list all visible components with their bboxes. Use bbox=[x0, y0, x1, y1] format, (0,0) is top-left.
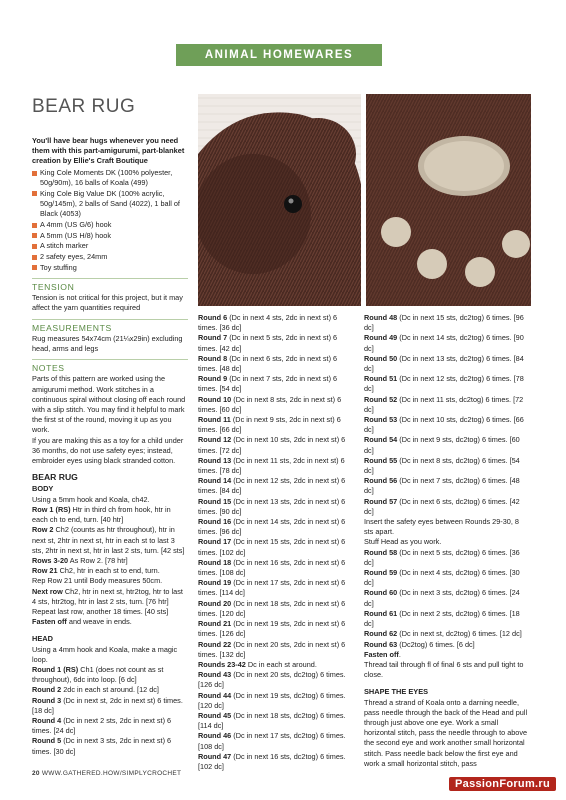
pattern-heading: BEAR RUG bbox=[32, 472, 78, 483]
instruction-text: (Dc in next 14 sts, dc2tog) 6 times. [90 dc] bbox=[364, 333, 524, 353]
instruction-line bbox=[32, 556, 188, 566]
instruction-label: Round 22 bbox=[198, 639, 232, 649]
instruction-line bbox=[364, 568, 528, 588]
instruction-text: (Dc in next 12 sts, dc2tog) 6 times. [78 dc] bbox=[364, 374, 524, 394]
column-1 bbox=[32, 118, 188, 757]
instruction-text: Ch1 (does not count as st throughout), 6dc into loop. [6 dc] bbox=[32, 664, 164, 685]
instruction-line bbox=[198, 456, 356, 476]
instruction-line bbox=[32, 716, 188, 736]
head-heading: HEAD bbox=[32, 634, 53, 644]
material-item: 2 safety eyes, 24mm bbox=[32, 252, 188, 262]
instruction-label: Round 5 bbox=[32, 736, 62, 746]
instruction-label: Round 56 bbox=[364, 476, 398, 486]
instruction-text: Rep Row 21 until Body measures 50cm. bbox=[32, 576, 163, 586]
instruction-text: (Dc in next 15 sts, 2dc in next st) 6 times. [102 dc] bbox=[198, 537, 346, 557]
instruction-text: (Dc in next 14 sts, 2dc in next st) 6 times. [96 dc] bbox=[198, 517, 346, 537]
instruction-text: (Dc in next 17 sts, 2dc in next st) 6 times. [114 dc] bbox=[198, 578, 346, 598]
measurements-text: Rug measures 54x74cm (21¼x29in) excluding head, arms and legs bbox=[32, 333, 183, 354]
material-item: A 5mm (US H/8) hook bbox=[32, 231, 188, 241]
instruction-text: Htr in third ch from hook, htr in each ch to end, turn. [40 htr] bbox=[32, 504, 171, 525]
column-2 bbox=[198, 313, 356, 772]
instruction-text: (Dc in next st, 2dc in next st) 6 times. [18 dc] bbox=[32, 695, 183, 715]
instruction-line bbox=[364, 537, 528, 547]
instruction-line bbox=[198, 640, 356, 660]
instruction-text: (Dc in next 9 sts, 2dc in next st) 6 times. [66 dc] bbox=[198, 415, 341, 435]
instruction-label: Round 50 bbox=[364, 353, 398, 363]
instruction-text: and weave in ends. bbox=[66, 617, 132, 627]
instruction-text: (Dc in next 16 sts, dc2tog) 6 times. [102 dc] bbox=[198, 751, 346, 771]
instruction-label: Round 18 bbox=[198, 557, 232, 567]
instruction-text: (Dc in next 9 sts, dc2tog) 6 times. [60 dc] bbox=[364, 435, 520, 455]
instruction-line bbox=[32, 505, 188, 525]
instruction-label: Round 6 bbox=[198, 313, 228, 322]
instruction-label: Round 53 bbox=[364, 415, 398, 425]
instruction-label: Round 16 bbox=[198, 517, 232, 527]
instruction-line bbox=[198, 731, 356, 751]
instruction-line bbox=[364, 456, 528, 476]
instruction-label: Fasten off bbox=[32, 617, 67, 627]
material-item: A 4mm (US G/6) hook bbox=[32, 220, 188, 230]
instruction-line bbox=[198, 752, 356, 772]
instruction-label: Round 14 bbox=[198, 476, 232, 486]
instruction-label: Round 17 bbox=[198, 537, 232, 547]
photos bbox=[198, 94, 531, 306]
instruction-text: (Dc in next 10 sts, 2dc in next st) 6 times. [72 dc] bbox=[198, 435, 346, 455]
instruction-text: (Dc in next 10 sts, dc2tog) 6 times. [66 dc] bbox=[364, 415, 524, 435]
instruction-text: (Dc in next 7 sts, dc2tog) 6 times. [48 dc] bbox=[364, 476, 520, 496]
instruction-label: Round 7 bbox=[198, 333, 228, 343]
instruction-text: (Dc in next 20 sts, dc2tog) 6 times. [126 dc] bbox=[198, 670, 346, 690]
instruction-label: Round 61 bbox=[364, 608, 398, 618]
instruction-line bbox=[198, 354, 356, 374]
instruction-text: (Dc in next 18 sts, 2dc in next st) 6 times. [120 dc] bbox=[198, 598, 346, 618]
notes-heading: NOTES bbox=[32, 363, 65, 374]
instruction-label: Round 1 (RS) bbox=[32, 664, 79, 674]
instruction-label: Row 21 bbox=[32, 566, 58, 576]
instruction-text: Ch2, htr in each st to end, turn. bbox=[57, 566, 160, 576]
instruction-label: Round 46 bbox=[198, 731, 232, 741]
eyes-heading: SHAPE THE EYES bbox=[364, 687, 429, 697]
instruction-text: (Dc in next 8 sts, dc2tog) 6 times. [54 dc] bbox=[364, 455, 520, 476]
head-instructions-end bbox=[364, 313, 528, 680]
instruction-text: (Dc in next 19 sts, dc2tog) 6 times. [120 dc] bbox=[198, 690, 346, 710]
instruction-line bbox=[32, 685, 188, 695]
pattern-title: BEAR RUG bbox=[32, 96, 136, 117]
instruction-text: (Dc in next 15 sts, dc2tog) 6 times. [96 dc] bbox=[364, 313, 524, 333]
instruction-line bbox=[364, 333, 528, 353]
instruction-text: Dc in each st around. bbox=[245, 659, 317, 669]
collection-banner: ANIMAL HOMEWARES COLLECTION bbox=[176, 44, 382, 66]
eyes-text: Thread a strand of Koala onto a darning needle, pass needle through the back of the Head and pull through just above one eye. Work a small horizontal stitch, pass the needle through to above the second eye and work another small horizontal stitch. Pass needle back below the first eye and work a small horizontal stitch, pass bbox=[364, 697, 528, 768]
instruction-text: (Dc in next 2 sts, 2dc in next st) 6 times. [24 dc] bbox=[32, 715, 172, 736]
instruction-line bbox=[32, 495, 188, 505]
instruction-line bbox=[32, 607, 188, 617]
tension-text: Tension is not critical for this project, but it may affect the yarn quantities required bbox=[32, 293, 183, 313]
instruction-line bbox=[198, 660, 356, 670]
bear-paw-photo bbox=[366, 94, 531, 306]
instruction-line bbox=[364, 476, 528, 496]
instruction-text: (Dc in next 17 sts, dc2tog) 6 times. [108 dc] bbox=[198, 731, 346, 751]
instruction-text: (Dc in next 3 sts, 2dc in next st) 6 times. [30 dc] bbox=[32, 736, 172, 756]
instruction-line bbox=[364, 650, 528, 660]
instruction-text: Ch2 (counts as htr throughout), htr in next st, 2htr in next st, htr in each st to last 3 sts, 2htr in next st, htr in last 2 sts, turn. [42 sts] bbox=[32, 525, 185, 555]
instruction-label: Round 43 bbox=[198, 670, 232, 680]
instruction-label: Round 57 bbox=[364, 496, 398, 506]
instruction-label: Row 2 bbox=[32, 525, 54, 535]
instruction-label: Round 19 bbox=[198, 578, 232, 588]
instruction-label: Round 55 bbox=[364, 455, 398, 465]
instruction-text: (Dc in next 19 sts, 2dc in next st) 6 times. [126 dc] bbox=[198, 619, 346, 639]
notes-paragraph: If you are making this as a toy for a child under 36 months, do not use safety eyes; instead, embroider eyes using black stranded cotton. bbox=[32, 435, 184, 466]
instruction-line bbox=[364, 374, 528, 394]
instruction-label: Round 11 bbox=[198, 415, 231, 425]
instruction-text: Using a 4mm hook and Koala, make a magic loop. bbox=[32, 644, 178, 664]
measurements-heading: MEASUREMENTS bbox=[32, 322, 112, 333]
instruction-line bbox=[198, 558, 356, 578]
instruction-line bbox=[198, 517, 356, 537]
instruction-label: Round 59 bbox=[364, 568, 398, 578]
instruction-label: Round 13 bbox=[198, 455, 232, 465]
instruction-label: Round 47 bbox=[198, 751, 232, 761]
instruction-line bbox=[198, 578, 356, 598]
column-3 bbox=[364, 313, 528, 769]
instruction-line bbox=[198, 691, 356, 711]
instruction-text: (Dc in next 4 sts, dc2tog) 6 times. [30 dc] bbox=[364, 568, 520, 588]
instruction-line bbox=[198, 395, 356, 415]
instruction-label: Round 60 bbox=[364, 588, 398, 598]
instruction-text: (Dc in next 20 sts, 2dc in next st) 6 times. [132 dc] bbox=[198, 639, 346, 659]
instruction-line bbox=[32, 617, 188, 627]
instruction-label: Round 44 bbox=[198, 690, 232, 700]
instruction-label: Round 2 bbox=[32, 685, 62, 695]
body-instructions bbox=[32, 495, 188, 628]
instruction-label: Round 9 bbox=[198, 374, 228, 384]
instruction-text: (Dc in next 18 sts, dc2tog) 6 times. [114 dc] bbox=[198, 710, 346, 731]
page-number: 20 bbox=[32, 770, 40, 777]
instruction-text: (Dc in next 6 sts, dc2tog) 6 times. [42 dc] bbox=[364, 496, 520, 516]
instruction-text: (Dc in next 11 sts, 2dc in next st) 6 times. [78 dc] bbox=[198, 455, 345, 476]
watermark: PassionForum.ru bbox=[449, 777, 556, 791]
instruction-text: (Dc in next 6 sts, 2dc in next st) 6 times. [48 dc] bbox=[198, 353, 338, 374]
instruction-text: (Dc in next 3 sts, dc2tog) 6 times. [24 dc] bbox=[364, 588, 520, 608]
body-heading: BODY bbox=[32, 484, 54, 494]
instruction-label: Round 3 bbox=[32, 695, 62, 705]
instruction-line bbox=[198, 313, 356, 333]
instruction-text: (Dc in next 7 sts, 2dc in next st) 6 times. [54 dc] bbox=[198, 374, 338, 394]
material-item: King Cole Big Value DK (100% acrylic, 50g/145m), 2 balls of Sand (4022), 1 ball of Black (4053) bbox=[32, 189, 188, 220]
instruction-line bbox=[364, 629, 528, 639]
instruction-line bbox=[364, 588, 528, 608]
notes-paragraph: Parts of this pattern are worked using the amigurumi method. Work stitches in a continuous spiral without closing off each round with a slip stitch. You may find it helpful to mark the first st of the round, moving it up as you work. bbox=[32, 374, 186, 435]
instruction-line bbox=[364, 415, 528, 435]
instruction-label: Round 4 bbox=[32, 715, 62, 725]
instruction-label: Next row bbox=[32, 586, 63, 596]
instruction-line bbox=[32, 665, 188, 685]
instruction-line bbox=[198, 497, 356, 517]
instruction-text: As Row 2. [78 htr] bbox=[68, 555, 128, 565]
instruction-line bbox=[198, 333, 356, 353]
instruction-label: Round 58 bbox=[364, 547, 398, 557]
instruction-label: Round 62 bbox=[364, 629, 398, 639]
instruction-label: Round 20 bbox=[198, 598, 232, 608]
instruction-label: Round 45 bbox=[198, 710, 232, 720]
instruction-label: Round 8 bbox=[198, 353, 228, 363]
bear-head-photo bbox=[198, 94, 361, 306]
page-footer bbox=[32, 770, 181, 777]
instruction-label: Round 63 bbox=[364, 639, 398, 649]
instruction-text: Ch2, htr in next st, htr2tog, htr to last 4 sts, htr2tog, htr in last 2 sts, turn. [76 htr] bbox=[32, 586, 183, 606]
instruction-label: Round 48 bbox=[364, 313, 398, 322]
instruction-text: . bbox=[398, 649, 401, 659]
instruction-line bbox=[364, 609, 528, 629]
instruction-text: (Dc in next 11 sts, dc2tog) 6 times. [72 dc] bbox=[364, 394, 524, 414]
instruction-label: Round 10 bbox=[198, 394, 232, 404]
material-item: Toy stuffing bbox=[32, 263, 188, 273]
instruction-line bbox=[364, 548, 528, 568]
divider bbox=[32, 359, 188, 360]
instruction-line bbox=[364, 435, 528, 455]
material-item: King Cole Moments DK (100% polyester, 50g/90m), 16 balls of Koala (499) bbox=[32, 168, 188, 188]
instruction-label: Rows 3-20 bbox=[32, 555, 69, 565]
instruction-line bbox=[198, 619, 356, 639]
instruction-label: Round 49 bbox=[364, 333, 398, 343]
instruction-text: (Dc in next 12 sts, 2dc in next st) 6 times. [84 dc] bbox=[198, 476, 346, 496]
intro-text: You'll have bear hugs whenever you need them with this part-amigurumi, part-blanket creation by Ellie's Craft Boutique bbox=[32, 136, 185, 165]
instruction-line bbox=[364, 354, 528, 374]
instruction-line bbox=[198, 374, 356, 394]
instruction-label: Round 52 bbox=[364, 394, 398, 404]
tension-heading: TENSION bbox=[32, 282, 75, 293]
instruction-line bbox=[364, 395, 528, 415]
instruction-text: (Dc2tog) 6 times. [6 dc] bbox=[397, 639, 475, 649]
instruction-text: Insert the safety eyes between Rounds 29-30, 8 sts apart. bbox=[364, 517, 519, 537]
instruction-line bbox=[32, 566, 188, 576]
instruction-line bbox=[364, 313, 528, 333]
head-instructions-cont bbox=[198, 313, 356, 772]
instruction-label: Round 54 bbox=[364, 435, 398, 445]
instruction-label: Rounds 23-42 bbox=[198, 659, 246, 669]
instruction-line bbox=[198, 435, 356, 455]
instruction-label: Fasten off bbox=[364, 649, 399, 659]
instruction-text: (Dc in next 5 sts, dc2tog) 6 times. [36 dc] bbox=[364, 547, 520, 567]
divider bbox=[32, 319, 188, 320]
instruction-line bbox=[198, 415, 356, 435]
instruction-line bbox=[198, 599, 356, 619]
instruction-line bbox=[32, 587, 188, 607]
instruction-line bbox=[364, 660, 528, 680]
instruction-text: (Dc in next 13 sts, dc2tog) 6 times. [84 dc] bbox=[364, 353, 524, 374]
instruction-text: (Dc in next st, dc2tog) 6 times. [12 dc] bbox=[397, 629, 522, 639]
instruction-line bbox=[32, 576, 188, 586]
instruction-line bbox=[198, 537, 356, 557]
instruction-label: Round 15 bbox=[198, 496, 232, 506]
instruction-text: (Dc in next 5 sts, 2dc in next st) 6 times. [42 dc] bbox=[198, 333, 338, 353]
instruction-text: (Dc in next 16 sts, 2dc in next st) 6 times. [108 dc] bbox=[198, 557, 346, 578]
instruction-text: (Dc in next 2 sts, dc2tog) 6 times. [18 dc] bbox=[364, 608, 520, 629]
instruction-text: Thread tail through fl of final 6 sts and pull tight to close. bbox=[364, 659, 524, 680]
instruction-label: Round 12 bbox=[198, 435, 232, 445]
instruction-line bbox=[198, 476, 356, 496]
material-item: A stitch marker bbox=[32, 241, 188, 251]
materials-list bbox=[32, 168, 188, 273]
instruction-text: (Dc in next 13 sts, 2dc in next st) 6 times. [90 dc] bbox=[198, 496, 346, 516]
instruction-line bbox=[364, 517, 528, 537]
instruction-label: Row 1 (RS) bbox=[32, 504, 71, 514]
instruction-label: Round 21 bbox=[198, 619, 232, 629]
instruction-line bbox=[32, 525, 188, 556]
instruction-text: Stuff Head as you work. bbox=[364, 537, 442, 547]
instruction-line bbox=[364, 640, 528, 650]
instruction-line bbox=[32, 736, 188, 756]
instruction-line bbox=[364, 497, 528, 517]
instruction-line bbox=[198, 711, 356, 731]
instruction-text: Using a 5mm hook and Koala, ch42. bbox=[32, 494, 150, 504]
instruction-text: 2dc in each st around. [12 dc] bbox=[61, 685, 159, 695]
instruction-text: (Dc in next 4 sts, 2dc in next st) 6 times. [36 dc] bbox=[198, 313, 338, 333]
divider bbox=[32, 278, 188, 279]
instruction-label: Round 51 bbox=[364, 374, 398, 384]
instruction-text: (Dc in next 8 sts, 2dc in next st) 6 times. [60 dc] bbox=[198, 394, 342, 414]
instruction-text: Repeat last row, another 18 times. [40 sts] bbox=[32, 606, 169, 616]
instruction-line bbox=[32, 645, 188, 665]
instruction-line bbox=[198, 670, 356, 690]
footer-url: WWW.GATHERED.HOW/SIMPLYCROCHET bbox=[41, 770, 182, 777]
head-instructions bbox=[32, 645, 188, 757]
instruction-line bbox=[32, 696, 188, 716]
